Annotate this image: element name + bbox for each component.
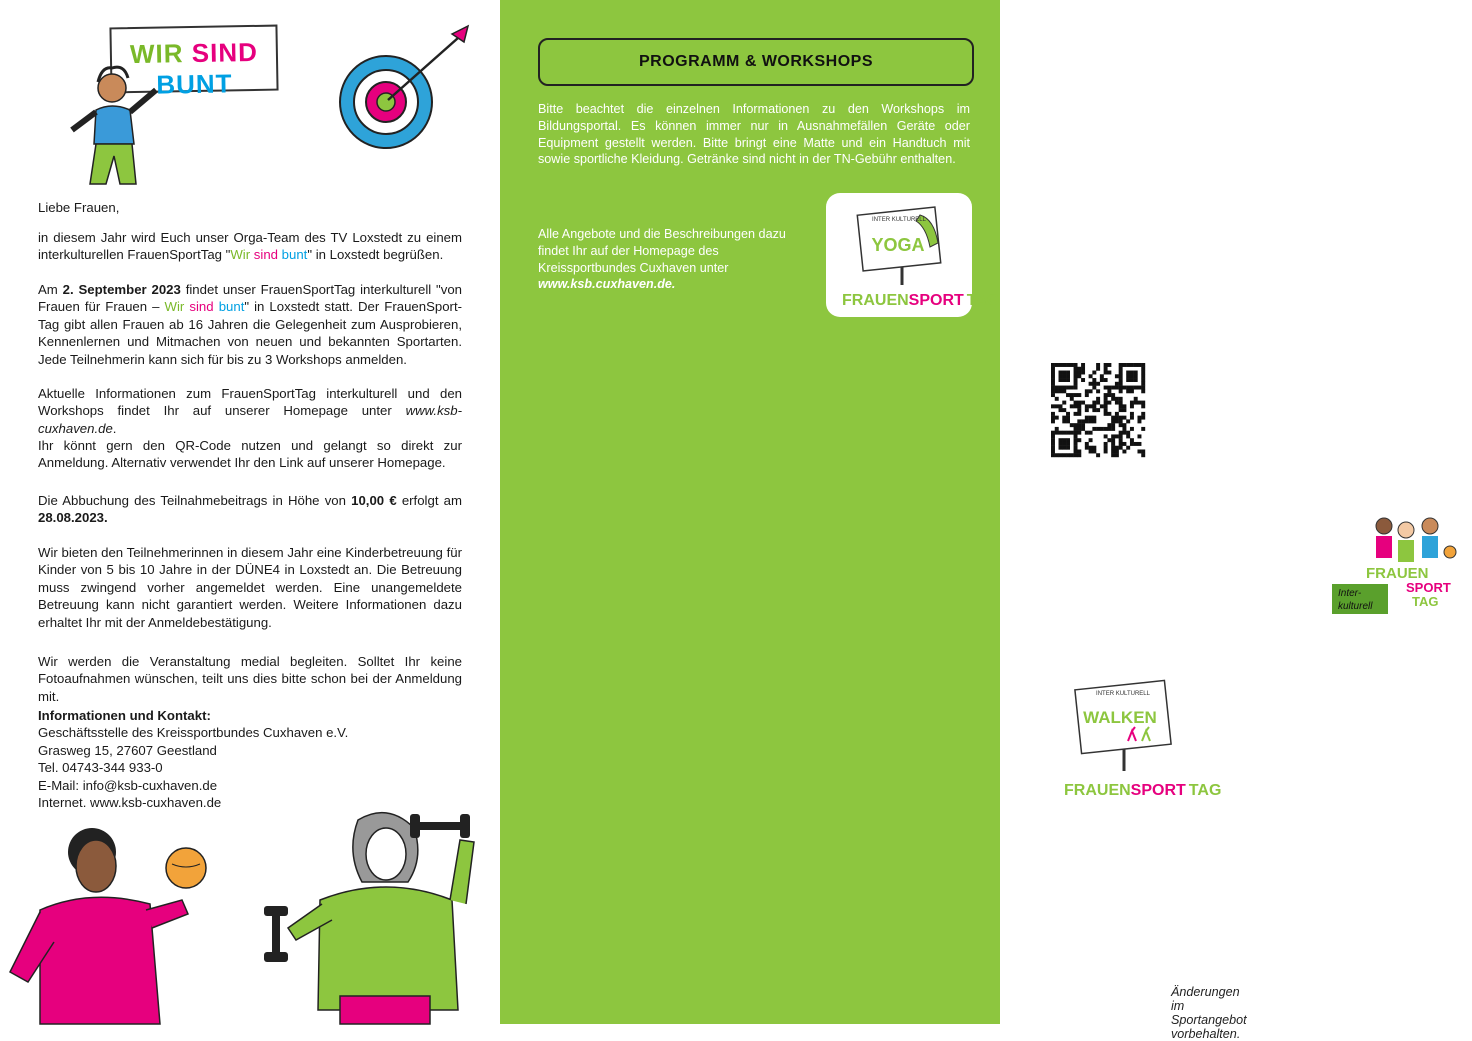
svg-text:FRAUEN: FRAUEN	[1366, 565, 1429, 582]
greeting: Liebe Frauen,	[38, 200, 120, 215]
childcare-logo-card	[1326, 486, 1472, 628]
left-panel	[0, 0, 500, 1024]
svg-text:SPORT: SPORT	[1406, 580, 1451, 595]
target-illustration	[328, 22, 478, 152]
walken-logo-card	[1050, 671, 1222, 817]
svg-text:TAG: TAG	[1412, 594, 1439, 609]
childcare-logo	[1326, 486, 1472, 628]
qr-code[interactable]	[1051, 363, 1145, 457]
homepage-link[interactable]: www.ksb-cuxhaven.de	[38, 403, 462, 436]
contact-email[interactable]: E-Mail: info@ksb-cuxhaven.de	[38, 777, 218, 793]
contact-title: Informationen und Kontakt:	[38, 708, 211, 723]
sign-word-3: BUNT	[156, 68, 233, 100]
right-panel	[500, 0, 1471, 1041]
illustrations-credit: Illustrationen: Hermann Grams	[1276, 963, 1339, 999]
svg-text:INTER KULTURELL: INTER KULTURELL	[1096, 691, 1150, 697]
yoga-logo-card	[826, 193, 1000, 317]
walken-logo	[1050, 671, 1222, 817]
contact-line: Grasweg 15, 27607 Geestland	[38, 742, 217, 758]
svg-text:kulturell: kulturell	[1338, 601, 1373, 612]
contact-line: Geschäftsstelle des Kreissportbundes Cuxhaven e.V.	[38, 725, 349, 741]
workshop-intro: Bitte beachtet die einzelnen Informationen zu den Workshops im Bildungsportal. Es können immer nur in Ausnahmefällen Geräte oder Equipment gestellt werden. Bitte bringt eine Matte und ein Handtuch mit sowie sportliche Kleidung. Getränke sind nicht in der TN-Gebühr enthalten.	[538, 102, 970, 167]
date-paragraph: Am 2. September 2023 findet unser FrauenSportTag interkulturell "von Frauen für Frauen – Wir sind bunt" in Loxstedt statt. Der FrauenSport-Tag gibt allen Frauen ab 16 Jahren die Gelegenheit zum Ausprobieren, Kennenlernen und Mitmachen von neuen und bekannten Sportarten. Jede Teilnehmerin kann sich für bis zu 3 Workshops anmelden.	[38, 282, 463, 367]
fee-text: Teilnahmegebühr 10,00 €. Diese ist ausschließlich durch eine einmalige Einzugsermächtigung zu entrichten. Halbe Tage ohne Essen können aus organisatorischen Gründen nicht umgesetzt werden. Eine kostenfreie Abmeldung kann nur bis zum 24.08.2023 gewährleistet werden.	[1050, 855, 1471, 920]
svg-text:Inter-: Inter-	[1338, 588, 1362, 599]
contact-website[interactable]: Internet. www.ksb-cuxhaven.de	[38, 795, 222, 811]
childcare-paragraph: Wir bieten den Teilnehmerinnen in diesem Jahr eine Kinderbetreuung für Kinder von 5 bis 10 Jahre in der DÜNE4 in Loxstedt an. Die Betreuung muss zwingend vorher angemeldet werden. Eine unangemeldete Betreuung kann nicht garantiert werden. Weitere Informationen dazu erhaltet Ihr mit der Anmeldebestätigung.	[38, 545, 462, 630]
svg-text:INTER KULTURELL: INTER KULTURELL	[872, 217, 926, 223]
svg-text:YOGA: YOGA	[871, 235, 925, 255]
section-header: PROGRAMM & WORKSHOPS	[538, 38, 974, 86]
media-paragraph: Wir werden die Veranstaltung medial begleiten. Solltet Ihr keine Fotoaufnahmen wünschen, teilt uns dies bitte schon bei der Anmeldung mit.	[38, 654, 462, 704]
info-paragraph: Aktuelle Informationen zum FrauenSportTag interkulturell und den Workshops findet Ihr auf unserer Homepage unter www.ksb-cuxhaven.de.	[38, 386, 462, 436]
kids-text: Wir haben in diesem Jahr eine Kinderbetreuung im Angebot. Bitte meldet diesen Bedarf unbedingt vorher an. Eine Unterstützung kann nur bei Anmeldung garantiert werden. Die Unterbringung erfolgt in der DÜNE4 in Loxstedt.	[1050, 504, 1317, 602]
changes-note: Änderungen im Sportangebot vorbehalten.	[1171, 985, 1247, 1041]
sign-word-1: WIR	[129, 38, 184, 70]
lunch-text: Unsere Mittagspause findet in der Pausenhalle der Grundschule Loxstedt statt. Mit Unterstützung eines Caterers werden wir für alle einen kleinen internationalen Imbiss anbieten. Ihr habt dort auch die Möglichkeit eigene Speisen zu Euch zu nehmen. Die Landfrauen bieten nachmittags wieder selbstgebackenen Kuchen und Kaffee gegen Gebühr an.	[1219, 660, 1471, 809]
svg-text:WALKEN: WALKEN	[1083, 708, 1157, 727]
sign-holder-illustration	[60, 60, 170, 190]
qr-text: Über diesen QR-Code kommt Ihr zu unserem Angebot im Bildungsportal des LandesSportBundes. Wählt max. 3 Workshops aus. Anschließend füllt Ihr die Anmeldung vollständig aus. Ihr erhaltet dann von uns eine Anmeldebestätigung.	[1176, 361, 1470, 443]
payment-paragraph: Die Abbuchung des Teilnahmebeitrags in Höhe von 10,00 € erfolgt am 28.08.2023.	[38, 493, 462, 526]
svg-text:FRAUENSPORTTAG: FRAUENSPORT TAG	[1064, 782, 1222, 799]
dumbbell-woman-illustration	[260, 800, 500, 1024]
ksb-link[interactable]: www.ksb.cuxhaven.de.	[538, 277, 676, 292]
yoga-logo	[826, 193, 1000, 317]
intro-paragraph: in diesem Jahr wird Euch unser Orga-Team des TV Loxstedt zu einem interkulturellen FrauenSportTag "Wir sind bunt" in Loxstedt begrüßen.	[38, 230, 462, 263]
offers-text: Alle Angebote und die Beschreibungen dazu findet Ihr auf der Homepage des Kreissportbundes Cuxhaven unter www.ksb.cuxhaven.de.	[538, 227, 786, 292]
handball-woman-illustration	[0, 820, 240, 1024]
sign-word-2: SIND	[191, 36, 259, 69]
contact-block	[38, 707, 462, 811]
qr-paragraph: Ihr könnt gern den QR-Code nutzen und gelangt so direkt zur Anmeldung. Alternativ verwendet Ihr den Link auf unserer Homepage.	[38, 438, 462, 471]
contact-phone: Tel. 04743-344 933-0	[38, 760, 163, 776]
svg-text:FRAUENSPORTTAG: FRAUENSPORT TAG	[842, 292, 1000, 309]
